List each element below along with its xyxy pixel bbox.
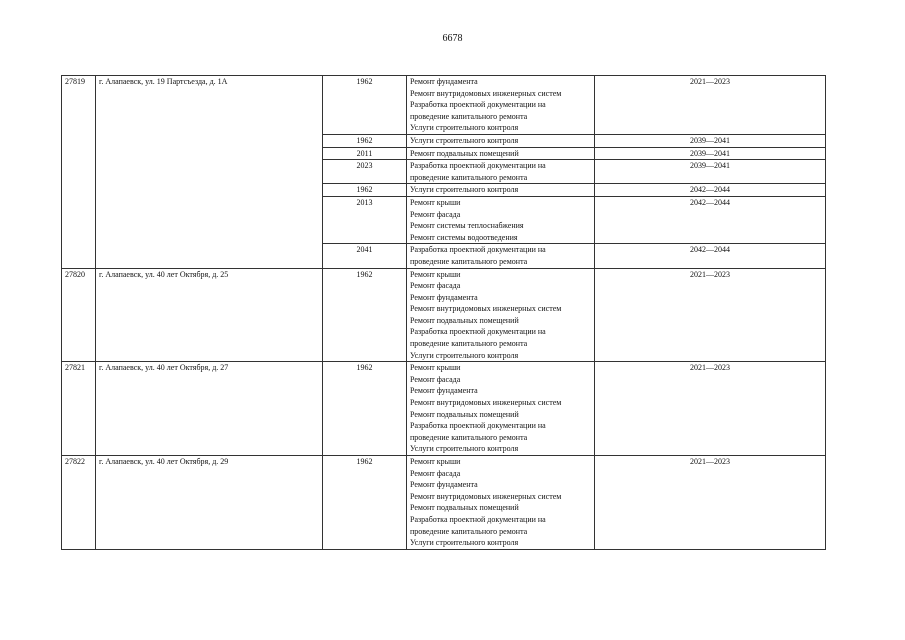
- house-id-cell: 27821: [62, 362, 96, 456]
- address-cell: г. Алапаевск, ул. 19 Партсъезда, д. 1А: [96, 76, 323, 269]
- works-cell: [407, 147, 595, 160]
- works-cell: [407, 362, 595, 456]
- year-cell: 1962: [323, 362, 407, 456]
- work-item: Услуги строительного контроля: [410, 123, 519, 133]
- work-item: Разработка проектной документации на: [410, 100, 546, 110]
- year-cell: 1962: [323, 184, 407, 197]
- works-cell: [407, 76, 595, 135]
- works-cell: [407, 196, 595, 243]
- period-cell: 2021—2023: [595, 362, 826, 456]
- year-cell: 2023: [323, 160, 407, 184]
- works-cell: [407, 268, 595, 362]
- works-cell: [407, 160, 595, 184]
- work-item: Ремонт фундамента: [410, 77, 478, 86]
- year-cell: 2011: [323, 147, 407, 160]
- work-item: Ремонт подвальных помещений: [410, 409, 519, 419]
- work-item: Разработка проектной документации на: [410, 161, 546, 171]
- year-cell: 2041: [323, 244, 407, 268]
- work-item: Услуги строительного контроля: [410, 135, 519, 145]
- work-item: проведение капитального ремонта: [410, 432, 528, 442]
- work-item: Ремонт фасада: [410, 468, 461, 478]
- year-cell: 1962: [323, 268, 407, 362]
- works-cell: [407, 134, 595, 147]
- repair-schedule-table: [61, 75, 826, 550]
- work-item: Разработка проектной документации на: [410, 245, 546, 255]
- work-item: Разработка проектной документации на: [410, 421, 546, 431]
- work-item: Ремонт внутридомовых инженерных систем: [410, 88, 562, 98]
- work-item: проведение капитального ремонта: [410, 526, 528, 536]
- work-item: Ремонт подвальных помещений: [410, 148, 519, 158]
- period-cell: 2039—2041: [595, 160, 826, 184]
- work-item: проведение капитального ремонта: [410, 339, 528, 349]
- work-item: Ремонт фасада: [410, 374, 461, 384]
- work-item: проведение капитального ремонта: [410, 256, 528, 266]
- house-id-cell: 27820: [62, 268, 96, 362]
- work-item: Услуги строительного контроля: [410, 185, 519, 195]
- work-item: Ремонт фасада: [410, 209, 461, 219]
- work-item: Ремонт крыши: [410, 269, 461, 279]
- year-cell: 1962: [323, 134, 407, 147]
- period-cell: 2042—2044: [595, 196, 826, 243]
- work-item: Ремонт системы теплоснабжения: [410, 221, 524, 231]
- period-cell: 2039—2041: [595, 134, 826, 147]
- address-cell: г. Алапаевск, ул. 40 лет Октября, д. 25: [96, 268, 323, 362]
- period-cell: 2021—2023: [595, 456, 826, 550]
- work-item: проведение капитального ремонта: [410, 172, 528, 182]
- work-item: проведение капитального ремонта: [410, 111, 528, 121]
- period-cell: 2039—2041: [595, 147, 826, 160]
- work-item: Услуги строительного контроля: [410, 538, 519, 548]
- work-item: Услуги строительного контроля: [410, 350, 519, 360]
- work-item: Разработка проектной документации на: [410, 327, 546, 337]
- house-id-cell: 27819: [62, 76, 96, 269]
- work-item: Разработка проектной документации на: [410, 514, 546, 524]
- work-item: Ремонт внутридомовых инженерных систем: [410, 304, 562, 314]
- works-cell: [407, 184, 595, 197]
- period-cell: 2042—2044: [595, 244, 826, 268]
- table-row: [62, 268, 826, 362]
- work-item: Ремонт фундамента: [410, 480, 478, 490]
- year-cell: 2013: [323, 196, 407, 243]
- work-item: Ремонт подвальных помещений: [410, 315, 519, 325]
- work-item: Ремонт системы водоотведения: [410, 232, 518, 242]
- table-row: [62, 362, 826, 456]
- work-item: Ремонт фундамента: [410, 292, 478, 302]
- work-item: Ремонт фасада: [410, 281, 461, 291]
- period-cell: 2021—2023: [595, 268, 826, 362]
- period-cell: 2021—2023: [595, 76, 826, 135]
- work-item: Ремонт подвальных помещений: [410, 503, 519, 513]
- table-row: [62, 76, 826, 135]
- house-id-cell: 27822: [62, 456, 96, 550]
- work-item: Услуги строительного контроля: [410, 444, 519, 454]
- table-row: [62, 456, 826, 550]
- period-cell: 2042—2044: [595, 184, 826, 197]
- page-number: 6678: [442, 33, 463, 44]
- address-cell: г. Алапаевск, ул. 40 лет Октября, д. 27: [96, 362, 323, 456]
- year-cell: 1962: [323, 456, 407, 550]
- work-item: Ремонт внутридомовых инженерных систем: [410, 398, 562, 408]
- work-item: Ремонт крыши: [410, 197, 461, 207]
- work-item: Ремонт внутридомовых инженерных систем: [410, 491, 562, 501]
- work-item: Ремонт крыши: [410, 363, 461, 373]
- work-item: Ремонт фундамента: [410, 386, 478, 396]
- works-cell: [407, 456, 595, 550]
- address-cell: г. Алапаевск, ул. 40 лет Октября, д. 29: [96, 456, 323, 550]
- year-cell: 1962: [323, 76, 407, 135]
- works-cell: [407, 244, 595, 268]
- work-item: Ремонт крыши: [410, 457, 461, 466]
